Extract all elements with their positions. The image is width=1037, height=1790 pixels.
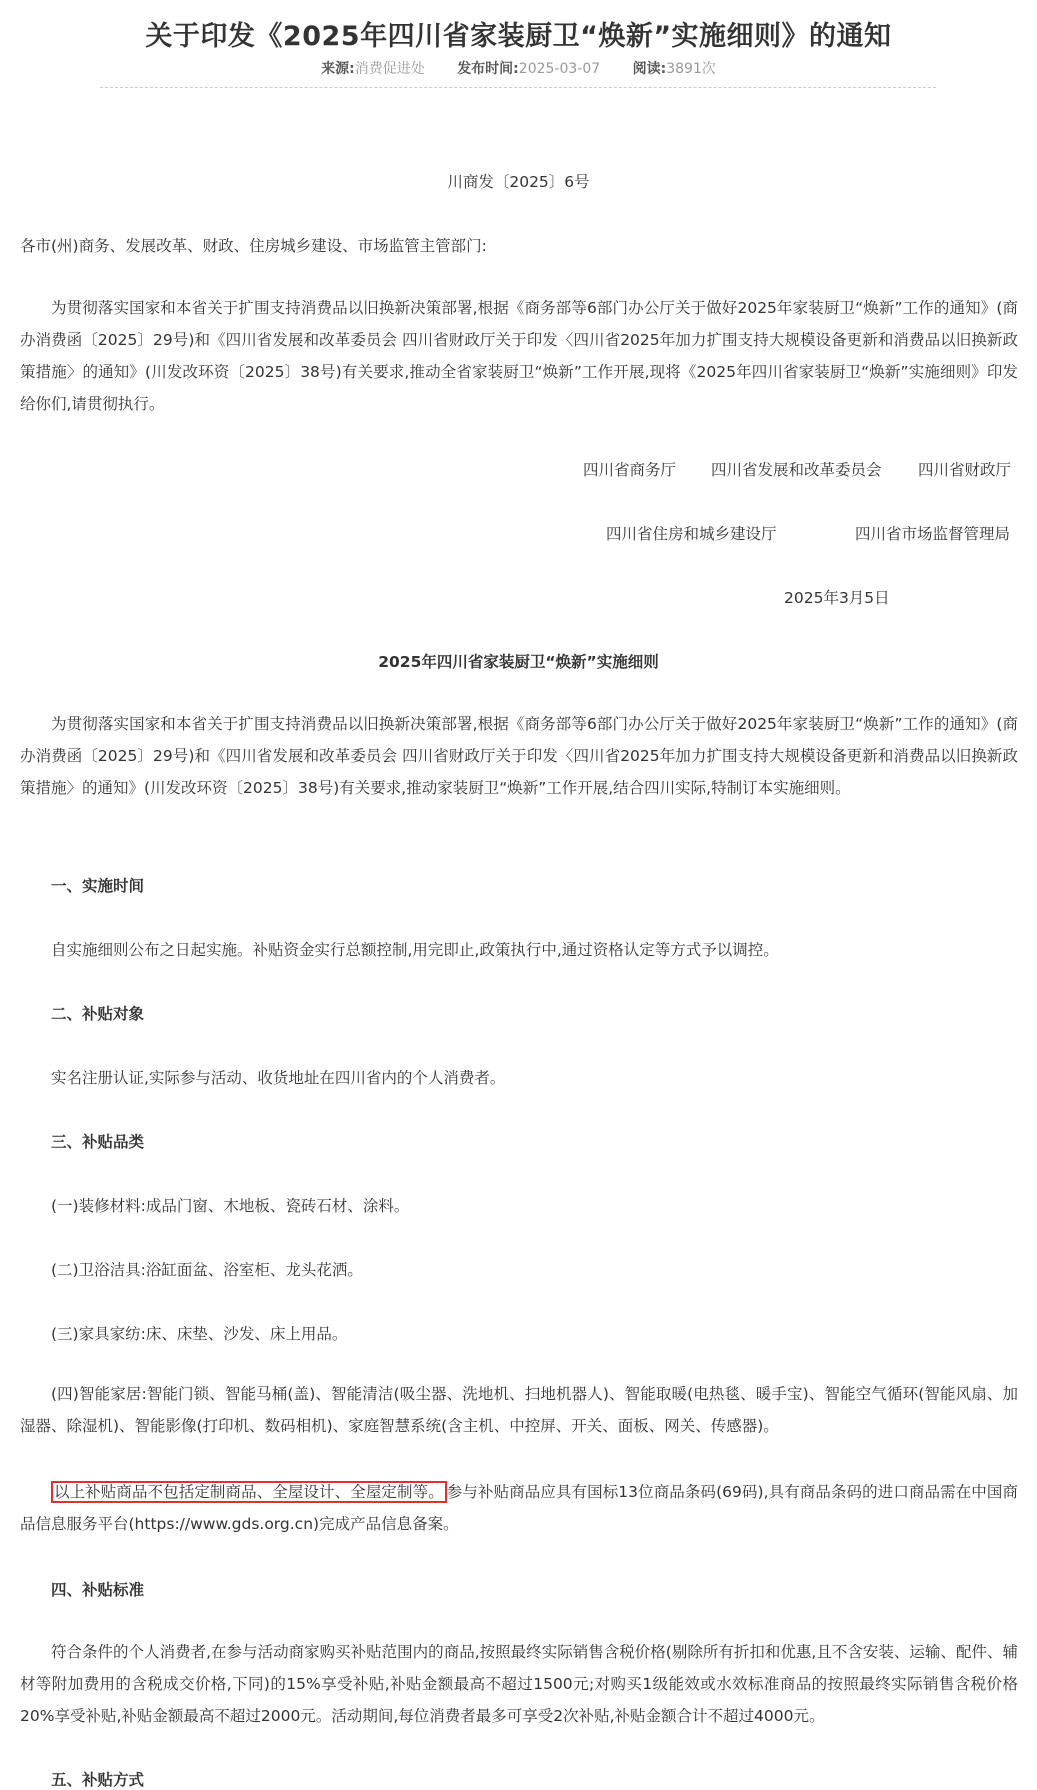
section3-heading: 三、补贴品类 — [51, 1133, 145, 1151]
sign-date: 2025年3月5日 — [784, 589, 890, 607]
views-value: 3891次 — [666, 61, 716, 77]
signatory-market-regulation: 四川省市场监督管理局 — [855, 525, 1011, 543]
title-divider — [100, 87, 936, 88]
signatory-ndrc: 四川省发展和改革委员会 — [711, 461, 882, 479]
notice-intro-paragraph: 为贯彻落实国家和本省关于扩围支持消费品以旧换新决策部署,根据《商务部等6部门办公厅关于做好2025年家装厨卫“焕新”工作的通知》(商办消费函〔2025〕29号)和《四川省发展和改革委员会 四川省财政厅关于印发〈四川省2025年加力扩围支持大规模设备更新和消费品以旧换新政策措施〉的通知》(川发改环资〔2025〕38号)有关要求,推动全省家装厨卫“焕新”工作开展,现将《2025年四川省家装厨卫“焕新”实施细则》印发给你们,请贯彻执行。 — [20, 299, 1018, 413]
rules-preamble-paragraph: 为贯彻落实国家和本省关于扩围支持消费品以旧换新决策部署,根据《商务部等6部门办公厅关于做好2025年家装厨卫“焕新”工作的通知》(商办消费函〔2025〕29号)和《四川省发展和改革委员会 四川省财政厅关于印发〈四川省2025年加力扩围支持大规模设备更新和消费品以旧换新政策措施〉的通知》(川发改环资〔2025〕38号)有关要求,推动家装厨卫“焕新”工作开展,结合四川实际,特制订本实施细则。 — [20, 715, 1018, 797]
article-title: 关于印发《2025年四川省家装厨卫“焕新”实施细则》的通知 — [145, 21, 892, 52]
section2-heading: 二、补贴对象 — [51, 1005, 145, 1023]
date-value: 2025-03-07 — [518, 61, 601, 77]
section5-heading: 五、补贴方式 — [51, 1771, 145, 1789]
source-label: 来源: — [321, 61, 355, 77]
date-label: 发布时间: — [457, 61, 519, 77]
section1-heading: 一、实施时间 — [51, 877, 145, 895]
meta-views — [633, 61, 716, 77]
exclusion-rest: 参与补贴商品应具有国标13位商品条码(69码),具有商品条码的进口商品需在中国商品信息服务平台(https://www.gds.org.cn)完成产品信息备案。 — [20, 1483, 1018, 1533]
exclusion-paragraph — [20, 1476, 1018, 1540]
exclusion-highlight: 以上补贴商品不包括定制商品、全屋设计、全屋定制等。 — [51, 1481, 447, 1503]
section4-text: 符合条件的个人消费者,在参与活动商家购买补贴范围内的商品,按照最终实际销售含税价格(剔除所有折扣和优惠,且不含安装、运输、配件、辅材等附加费用的含税成交价格,下同)的15%享受补贴,补贴金额最高不超过1500元;对购买1级能效或水效标准商品的按照最终实际销售含税价格20%享受补贴,补贴金额最高不超过2000元。活动期间,每位消费者最多可享受2次补贴,补贴金额合计不超过4000元。 — [20, 1643, 1018, 1725]
source-value: 消费促进处 — [354, 61, 425, 77]
category-decoration-materials: (一)装修材料:成品门窗、木地板、瓷砖石材、涂料。 — [51, 1197, 410, 1215]
category-sanitary-ware: (二)卫浴洁具:浴缸面盆、浴室柜、龙头花洒。 — [51, 1261, 363, 1279]
signatory-housing: 四川省住房和城乡建设厅 — [606, 525, 777, 543]
meta-source — [321, 61, 429, 77]
section1-text: 自实施细则公布之日起实施。补贴资金实行总额控制,用完即止,政策执行中,通过资格认定等方式予以调控。 — [51, 941, 779, 959]
signatory-finance: 四川省财政厅 — [918, 461, 1012, 479]
views-label: 阅读: — [632, 61, 667, 77]
recipients: 各市(州)商务、发展改革、财政、住房城乡建设、市场监管主管部门: — [20, 237, 487, 255]
article-meta — [0, 58, 1037, 78]
document-number: 川商发〔2025〕6号 — [447, 173, 590, 191]
rules-title: 2025年四川省家装厨卫“焕新”实施细则 — [378, 653, 659, 671]
category-smart-home: (四)智能家居:智能门锁、智能马桶(盖)、智能清洁(吸尘器、洗地机、扫地机器人)、智能取暖(电热毯、暖手宝)、智能空气循环(智能风扇、加湿器、除湿机)、智能影像(打印机、数码相机)、家庭智慧系统(含主机、中控屏、开关、面板、网关、传感器)。 — [20, 1385, 1018, 1435]
category-furniture-textiles: (三)家具家纺:床、床垫、沙发、床上用品。 — [51, 1325, 348, 1343]
section2-text: 实名注册认证,实际参与活动、收货地址在四川省内的个人消费者。 — [51, 1069, 506, 1087]
section4-heading: 四、补贴标准 — [51, 1581, 145, 1599]
signatory-commerce: 四川省商务厅 — [583, 461, 677, 479]
meta-date — [457, 61, 604, 77]
